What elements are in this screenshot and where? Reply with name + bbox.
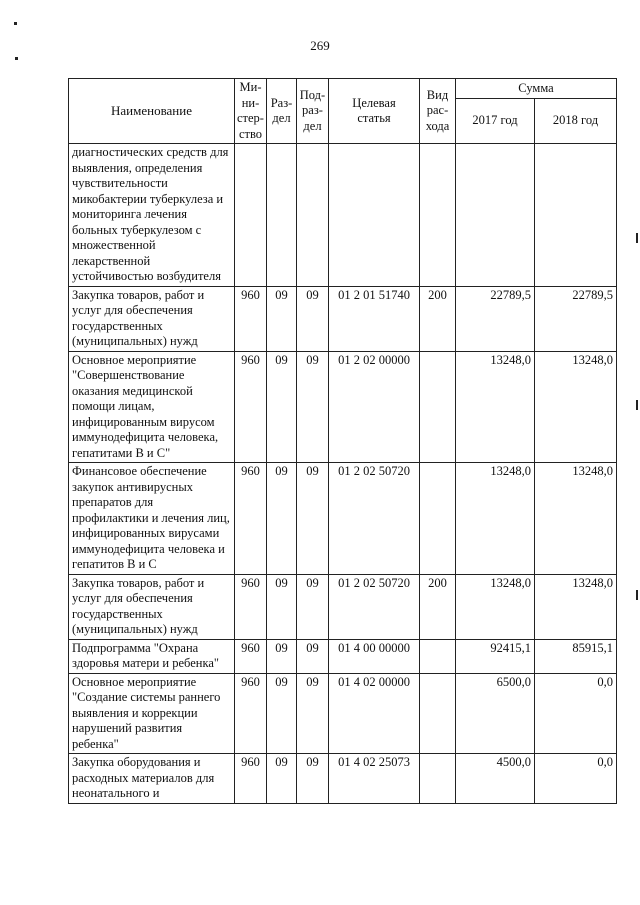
page-number: 269 [310, 38, 330, 53]
row-2018: 0,0 [535, 754, 617, 804]
row-2017: 13248,0 [456, 463, 535, 575]
row-target: 01 2 02 50720 [329, 463, 420, 575]
row-ministry: 960 [235, 463, 267, 575]
row-expense-type [420, 351, 456, 463]
scan-mark [14, 22, 17, 25]
row-name: Закупка оборудования и расходных материалов для неонатального и [69, 754, 235, 804]
scan-mark [636, 233, 638, 243]
row-section: 09 [267, 574, 297, 639]
header-name: Наименование [69, 79, 235, 144]
header-section: Раз- дел [267, 79, 297, 144]
row-name: Основное мероприятие "Создание системы раннего выявления и коррекции нарушений развития ребенка" [69, 673, 235, 754]
row-2017: 13248,0 [456, 351, 535, 463]
row-2017: 92415,1 [456, 639, 535, 673]
row-target: 01 4 00 00000 [329, 639, 420, 673]
row-2018: 22789,5 [535, 286, 617, 351]
row-ministry: 960 [235, 754, 267, 804]
row-name: Закупка товаров, работ и услуг для обеспечения государственных (муниципальных) нужд [69, 286, 235, 351]
row-name: Подпрограмма "Охрана здоровья матери и ребенка" [69, 639, 235, 673]
row-subsection [297, 144, 329, 287]
row-target: 01 2 02 00000 [329, 351, 420, 463]
row-name: Финансовое обеспечение закупок антивирусных препаратов для профилактики и лечения лиц, инфицированных вирусами иммунодефицита человека и гепатитов В и С [69, 463, 235, 575]
header-year-2017: 2017 год [456, 99, 535, 144]
row-subsection: 09 [297, 463, 329, 575]
row-2018: 13248,0 [535, 463, 617, 575]
table-row [69, 351, 617, 463]
table-row [69, 286, 617, 351]
row-target: 01 2 01 51740 [329, 286, 420, 351]
budget-table [68, 78, 617, 804]
row-target: 01 4 02 00000 [329, 673, 420, 754]
scan-mark [15, 57, 18, 60]
row-section: 09 [267, 463, 297, 575]
row-expense-type [420, 639, 456, 673]
row-2017: 4500,0 [456, 754, 535, 804]
row-ministry: 960 [235, 574, 267, 639]
row-name: Основное мероприятие "Совершенствование оказания медицинской помощи лицам, инфицированным вирусом иммунодефицита человека, гепатитами В и С" [69, 351, 235, 463]
row-2018: 13248,0 [535, 574, 617, 639]
row-target [329, 144, 420, 287]
row-subsection: 09 [297, 754, 329, 804]
row-section: 09 [267, 351, 297, 463]
table-row [69, 574, 617, 639]
table-row [69, 463, 617, 575]
row-2017: 6500,0 [456, 673, 535, 754]
row-expense-type [420, 754, 456, 804]
row-expense-type: 200 [420, 574, 456, 639]
row-subsection: 09 [297, 639, 329, 673]
row-section [267, 144, 297, 287]
row-ministry: 960 [235, 673, 267, 754]
row-ministry: 960 [235, 639, 267, 673]
header-year-2018: 2018 год [535, 99, 617, 144]
row-section: 09 [267, 286, 297, 351]
row-2018: 0,0 [535, 673, 617, 754]
row-2017: 13248,0 [456, 574, 535, 639]
row-2018: 13248,0 [535, 351, 617, 463]
row-ministry: 960 [235, 286, 267, 351]
table-row [69, 639, 617, 673]
row-section: 09 [267, 673, 297, 754]
row-subsection: 09 [297, 286, 329, 351]
row-2018: 85915,1 [535, 639, 617, 673]
header-target: Целевая статья [329, 79, 420, 144]
scan-mark [636, 400, 638, 410]
row-ministry: 960 [235, 351, 267, 463]
scan-mark [636, 590, 638, 600]
header-subsection: Под- раз- дел [297, 79, 329, 144]
header-expense-type: Вид рас- хода [420, 79, 456, 144]
row-target: 01 2 02 50720 [329, 574, 420, 639]
row-2018 [535, 144, 617, 287]
row-2017: 22789,5 [456, 286, 535, 351]
row-section: 09 [267, 639, 297, 673]
row-expense-type [420, 673, 456, 754]
header-sum: Сумма [456, 79, 617, 99]
table-row [69, 144, 617, 287]
row-expense-type: 200 [420, 286, 456, 351]
row-subsection: 09 [297, 351, 329, 463]
header-ministry: Ми- ни- стер- ство [235, 79, 267, 144]
row-expense-type [420, 144, 456, 287]
row-subsection: 09 [297, 574, 329, 639]
row-2017 [456, 144, 535, 287]
row-name: Закупка товаров, работ и услуг для обеспечения государственных (муниципальных) нужд [69, 574, 235, 639]
row-target: 01 4 02 25073 [329, 754, 420, 804]
table-row [69, 673, 617, 754]
table-row [69, 754, 617, 804]
row-ministry [235, 144, 267, 287]
row-name: диагностических средств для выявления, определения чувствительности микобактерии туберкулеза и мониторинга лечения больных туберкулезом с множественной лекарственной устойчивостью возбудителя [69, 144, 235, 287]
row-section: 09 [267, 754, 297, 804]
row-expense-type [420, 463, 456, 575]
row-subsection: 09 [297, 673, 329, 754]
